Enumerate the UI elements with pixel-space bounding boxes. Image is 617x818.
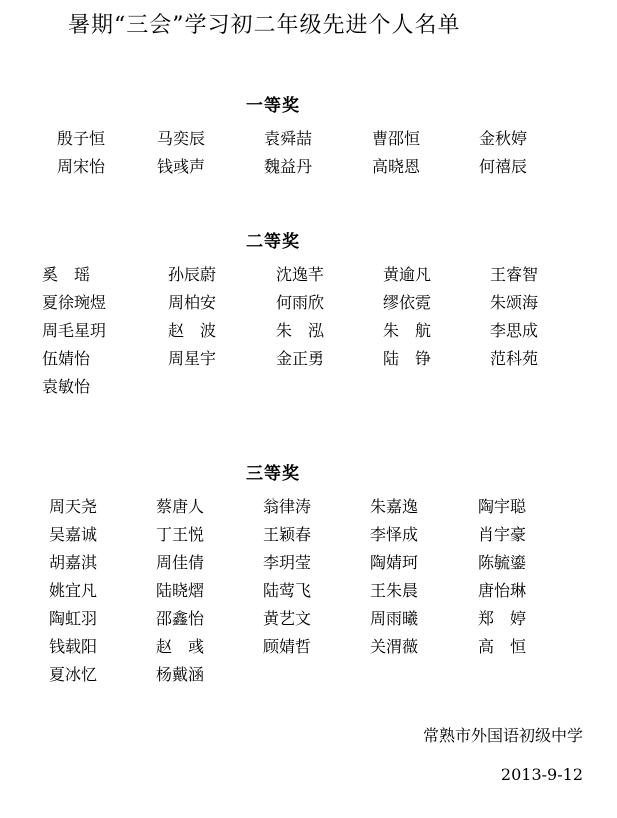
awardee-name: 何雨欣 [276,293,325,312]
awardee-name: 周佳倩 [156,553,205,572]
awardee-name: 奚 瑶 [42,265,91,284]
awardee-name: 钱载阳 [49,637,98,656]
awardee-name: 周天尧 [49,497,98,516]
awardee-name: 李玥莹 [263,553,312,572]
awardee-name: 吴嘉诚 [49,525,98,544]
awardee-name: 姚宜凡 [49,581,98,600]
awardee-name: 孙辰蔚 [168,265,217,284]
awardee-name: 钱彧声 [157,157,206,176]
first-prize-list [57,125,579,181]
awardee-name: 伍婧怡 [42,349,91,368]
awardee-name: 马奕辰 [157,129,206,148]
awardee-name: 周宋怡 [57,157,106,176]
awardee-name: 周柏安 [168,293,217,312]
awardee-name: 陶宇聪 [478,497,527,516]
awardee-name: 范科苑 [490,349,539,368]
awardee-name: 蔡唐人 [156,497,205,516]
awardee-name: 黄艺文 [263,609,312,628]
awardee-name: 高晓恩 [372,157,421,176]
awardee-name: 胡嘉淇 [49,553,98,572]
awardee-name: 金正勇 [276,349,325,368]
awardee-name: 陈毓鎏 [478,553,527,572]
awardee-name: 关渭薇 [370,637,419,656]
awardee-name: 周毛星玥 [42,321,107,340]
awardee-name: 黄逾凡 [383,265,432,284]
third-prize-list [49,493,578,689]
awardee-name: 陆晓熠 [156,581,205,600]
awardee-name: 陆 铮 [383,349,432,368]
awardee-name: 夏冰忆 [49,665,98,684]
second-prize-list [42,261,590,401]
awardee-name: 何禧辰 [479,157,528,176]
second-prize-heading: 二等奖 [246,232,300,252]
awardee-name: 顾婧哲 [263,637,312,656]
awardee-name: 缪依霓 [383,293,432,312]
awardee-name: 李思成 [490,321,539,340]
awardee-name: 周雨曦 [370,609,419,628]
awardee-name: 丁王悦 [156,525,205,544]
awardee-name: 沈逸芊 [276,265,325,284]
third-prize-heading: 三等奖 [246,464,300,484]
awardee-name: 唐怡琳 [478,581,527,600]
awardee-name: 李怿成 [370,525,419,544]
awardee-name: 曹邵恒 [372,129,421,148]
awardee-name: 陆莺飞 [263,581,312,600]
awardee-name: 殷子恒 [57,129,106,148]
awardee-name: 朱 航 [383,321,432,340]
awardee-name: 朱嘉逸 [370,497,419,516]
awardee-name: 邵鑫怡 [156,609,205,628]
school-name: 常熟市外国语初级中学 [422,726,583,745]
awardee-name: 陶虹羽 [49,609,98,628]
awardee-name: 王睿智 [490,265,539,284]
awardee-name: 周星宇 [168,349,217,368]
awardee-name: 翁律涛 [263,497,312,516]
awardee-name: 朱颂海 [490,293,539,312]
awardee-name: 赵 波 [168,321,217,340]
document-date: 2013-9-12 [500,765,583,784]
awardee-name: 陶婧珂 [370,553,419,572]
awardee-name: 杨戴涵 [156,665,205,684]
awardee-name: 袁舜喆 [264,129,313,148]
awardee-name: 朱 泓 [276,321,325,340]
page-title: 暑期“三会”学习初二年级先进个人名单 [68,13,461,38]
awardee-name: 魏益丹 [264,157,313,176]
awardee-name: 肖宇豪 [478,525,527,544]
awardee-name: 王颖春 [263,525,312,544]
awardee-name: 王朱晨 [370,581,419,600]
awardee-name: 赵 彧 [156,637,205,656]
first-prize-heading: 一等奖 [246,96,300,116]
awardee-name: 夏徐琬煜 [42,293,107,312]
awardee-name: 金秋婷 [479,129,528,148]
awardee-name: 郑 婷 [478,609,527,628]
awardee-name: 高 恒 [478,637,527,656]
awardee-name: 袁敏怡 [42,377,91,396]
